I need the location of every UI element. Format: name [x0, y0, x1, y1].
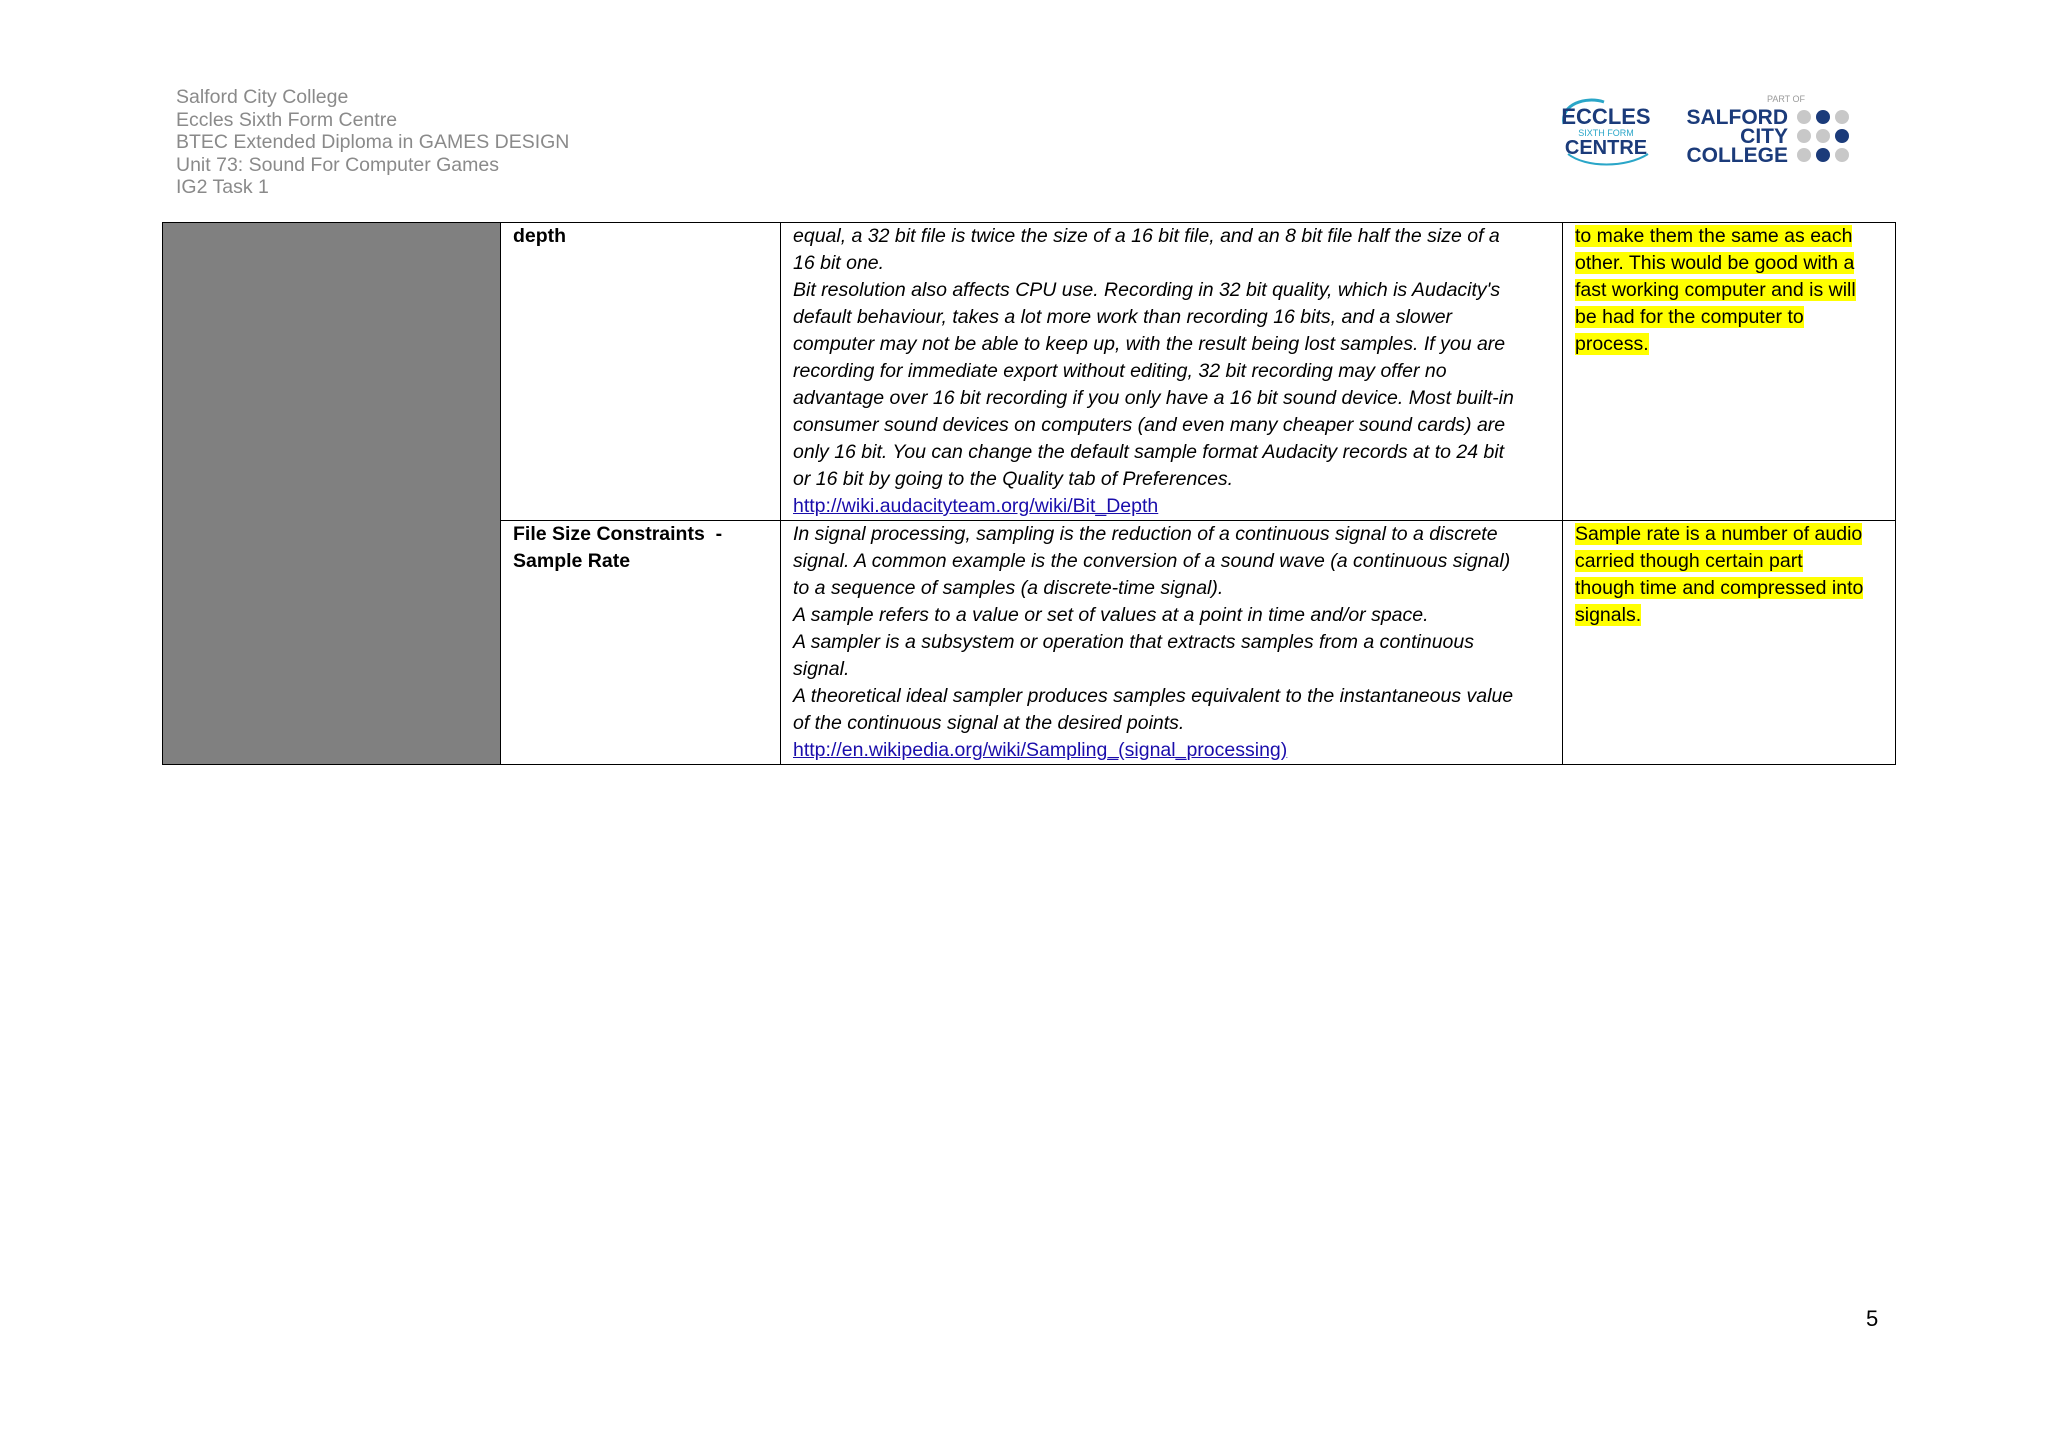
row-description-cell [781, 521, 1563, 765]
row-label-line: File Size Constraints - [513, 523, 723, 545]
research-table [162, 222, 1896, 765]
description-line: or 16 bit by going to the Quality tab of Preferences. [793, 468, 1234, 490]
comment-line: to make them the same as each [1575, 225, 1853, 247]
eccles-logo [1556, 94, 1656, 170]
header-line-centre: Eccles Sixth Form Centre [176, 108, 398, 131]
header-line-college: Salford City College [176, 86, 349, 108]
row-comment-cell [1563, 521, 1896, 765]
salford-logo-line3: COLLEGE [1686, 144, 1788, 167]
description-line: A sampler is a subsystem or operation that extracts samples from a continuous [793, 631, 1474, 653]
comment-line: carried though certain part [1575, 550, 1803, 572]
description-line: In signal processing, sampling is the reduction of a continuous signal to a discrete [793, 523, 1498, 545]
description-line: default behaviour, takes a lot more work than recording 16 bits, and a slower [793, 306, 1453, 328]
description-line: Bit resolution also affects CPU use. Recording in 32 bit quality, which is Audacity's [793, 279, 1501, 301]
header-line-task: IG2 Task 1 [176, 176, 269, 198]
description-line: of the continuous signal at the desired points. [793, 712, 1185, 734]
description-line: consumer sound devices on computers (and even many cheaper sound cards) are [793, 414, 1506, 436]
sampling-link[interactable]: http://en.wikipedia.org/wiki/Sampling_(signal_processing) [793, 739, 1288, 761]
comment-line: Sample rate is a number of audio [1575, 523, 1863, 545]
page-number: 5 [1866, 1306, 1879, 1331]
comment-line: other. This would be good with a [1575, 252, 1855, 274]
eccles-logo-line1: ECCLES [1561, 104, 1651, 129]
eccles-logo-line2: SIXTH FORM [1578, 128, 1634, 138]
header-line-unit: Unit 73: Sound For Computer Games [176, 153, 499, 176]
description-line: computer may not be able to keep up, with the result being lost samples. If you are [793, 333, 1506, 355]
salford-logo-dots [1797, 110, 1849, 162]
description-line: only 16 bit. You can change the default sample format Audacity records at to 24 bit [793, 441, 1505, 463]
row-label-cell [501, 223, 781, 521]
comment-line: process. [1575, 333, 1649, 355]
description-line: 16 bit one. [793, 252, 885, 274]
row-description-cell [781, 223, 1563, 521]
description-line: recording for immediate export without editing, 32 bit recording may offer no [793, 360, 1447, 382]
grey-category-cell [163, 223, 501, 765]
document-header [176, 86, 569, 199]
row-label-line: Sample Rate [513, 550, 631, 572]
eccles-logo-line3: CENTRE [1564, 137, 1648, 159]
table-row [163, 223, 1896, 521]
description-line: equal, a 32 bit file is twice the size of a 16 bit file, and an 8 bit file half the size of a [793, 225, 1500, 247]
comment-line: signals. [1575, 604, 1642, 626]
description-line: advantage over 16 bit recording if you only have a 16 bit sound device. Most built-in [793, 387, 1514, 409]
bit-depth-link[interactable]: http://wiki.audacityteam.org/wiki/Bit_Depth [793, 495, 1159, 517]
salford-logo-line1: SALFORD [1686, 106, 1788, 129]
description-line: to a sequence of samples (a discrete-time signal). [793, 577, 1224, 599]
description-line: A theoretical ideal sampler produces samples equivalent to the instantaneous value [793, 685, 1514, 707]
comment-line: though time and compressed into [1575, 577, 1864, 599]
description-line: A sample refers to a value or set of values at a point in time and/or space. [793, 604, 1429, 626]
comment-line: fast working computer and is will [1575, 279, 1856, 301]
comment-line: be had for the computer to [1575, 306, 1804, 328]
row-label-cell [501, 521, 781, 765]
description-line: signal. A common example is the conversion of a sound wave (a continuous signal) [793, 550, 1511, 572]
description-line: signal. [793, 658, 850, 680]
header-line-course: BTEC Extended Diploma in GAMES DESIGN [176, 131, 570, 153]
salford-logo-top: PART OF [1766, 94, 1806, 104]
salford-logo [1686, 90, 1880, 170]
salford-logo-line2: CITY [1740, 125, 1788, 148]
row-comment-cell [1563, 223, 1896, 521]
row-label-line: depth [513, 225, 567, 247]
